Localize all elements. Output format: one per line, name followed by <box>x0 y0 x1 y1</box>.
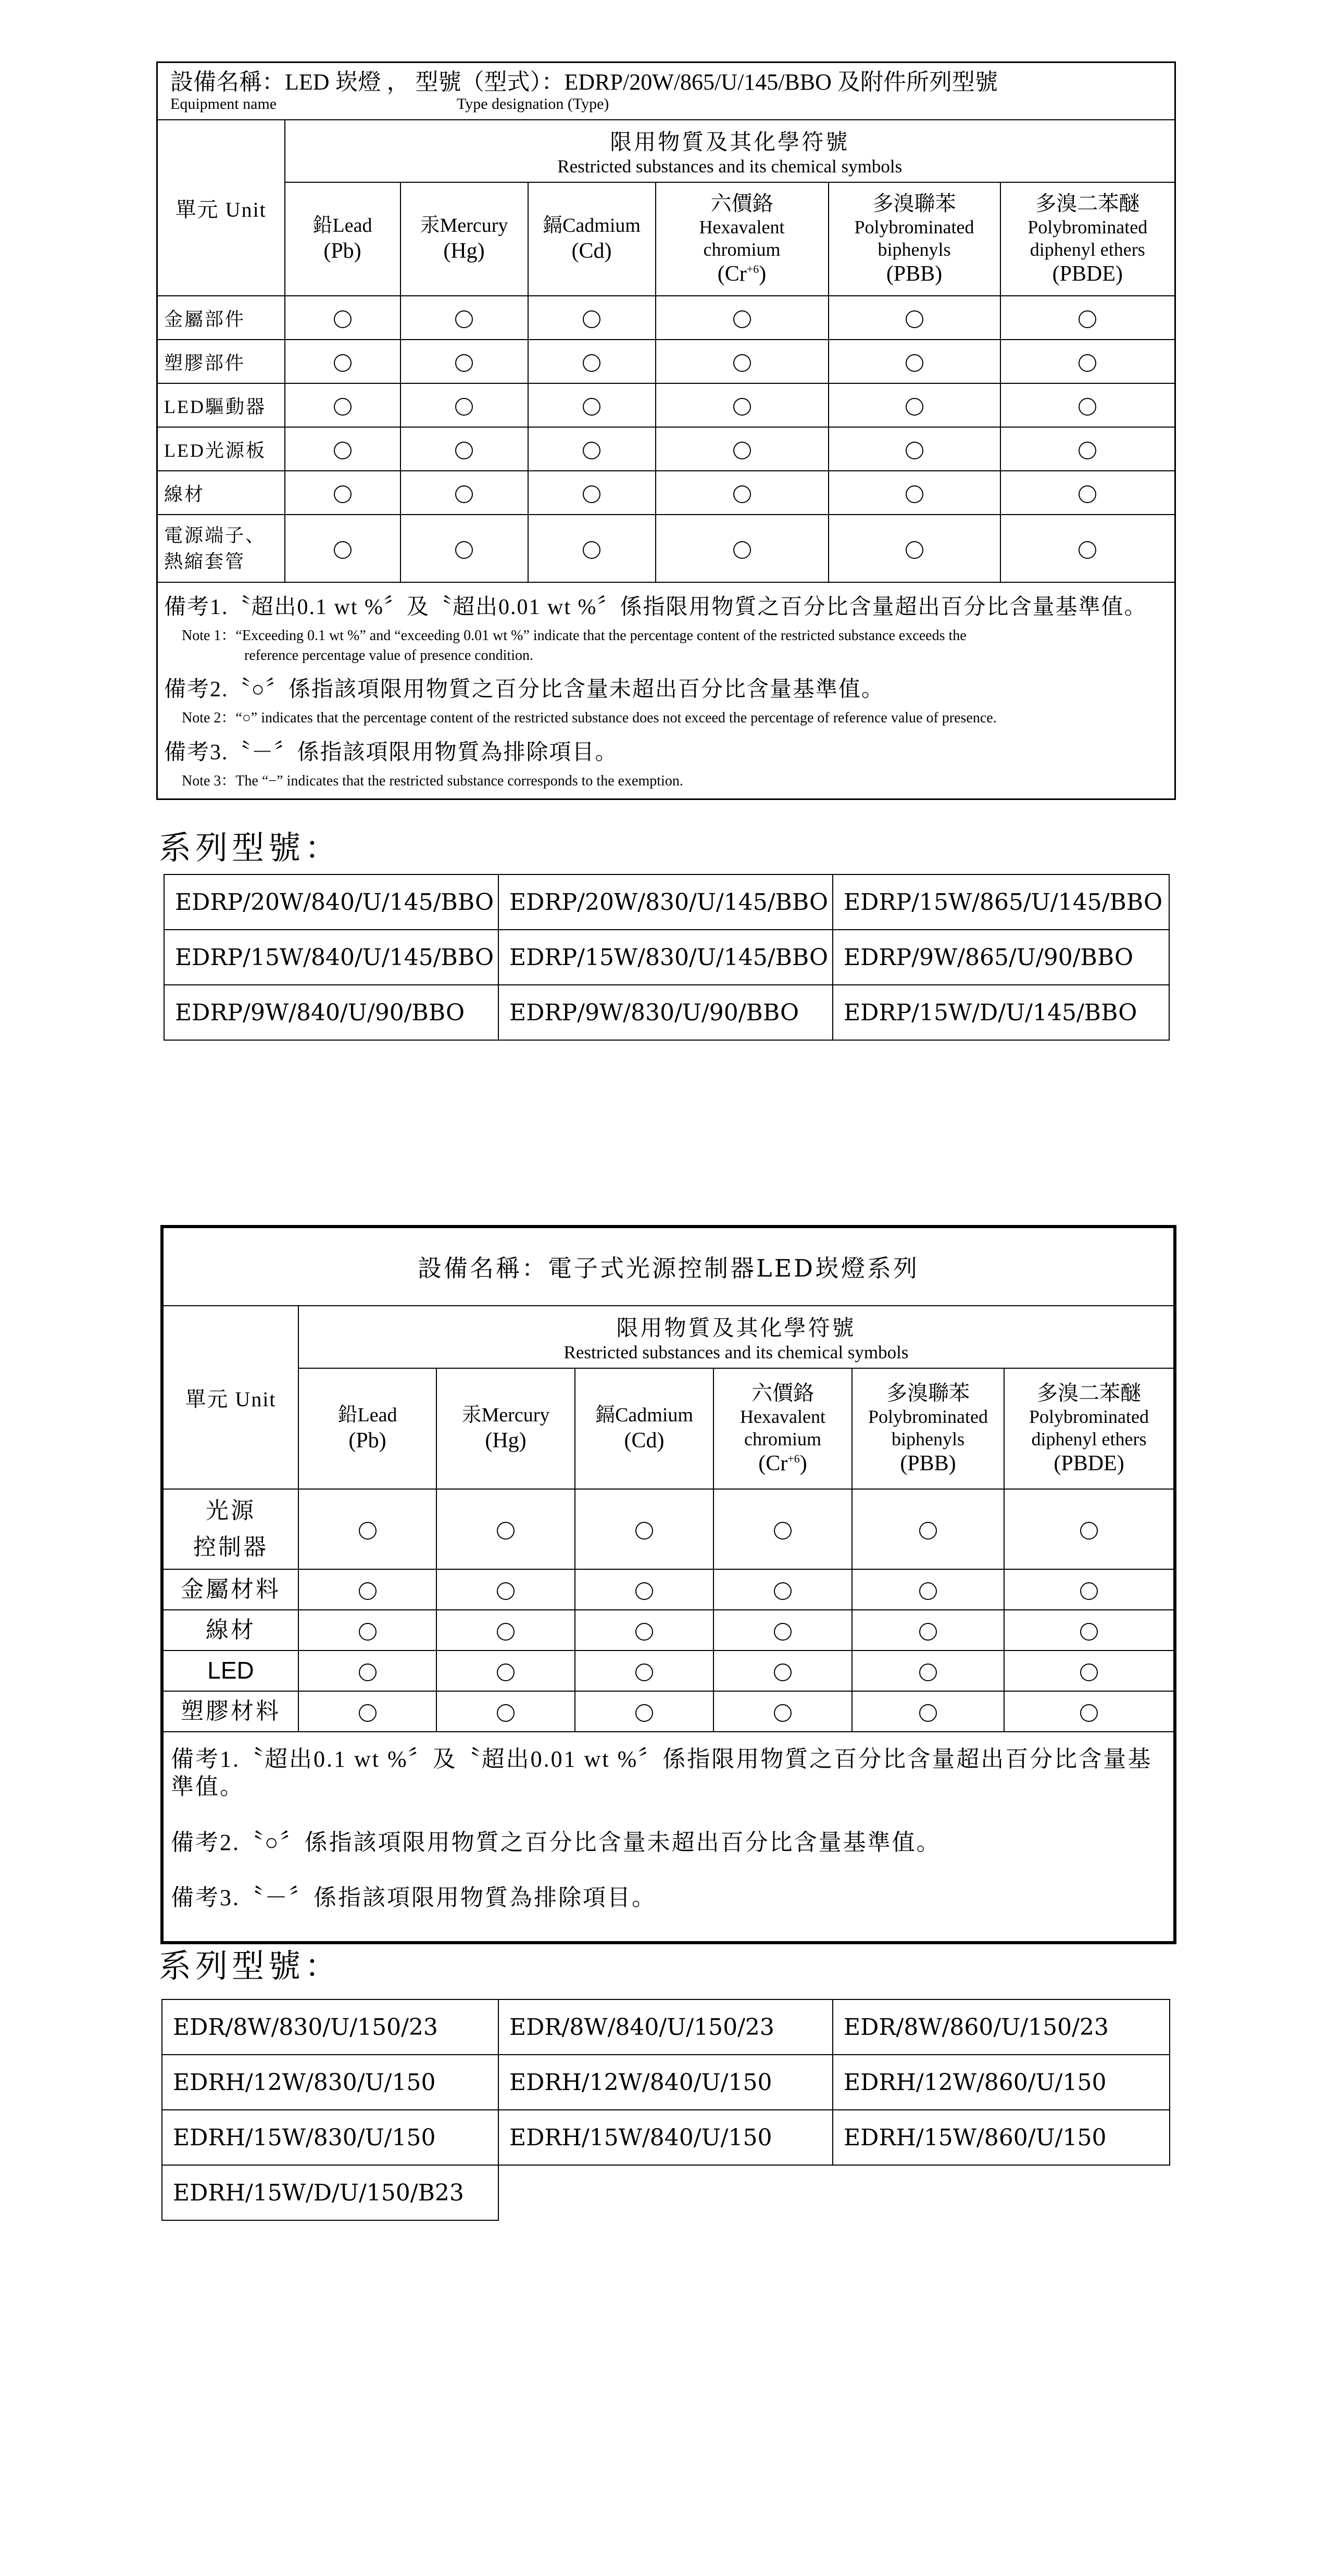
circle-mark <box>635 1623 653 1641</box>
note-1-zh: 備考1.〝超出0.1 wt %〞及〝超出0.01 wt %〞係指限用物質之百分比含量超出百分比含量基準值。 <box>164 595 1147 619</box>
series-heading-2: 系列型號： <box>159 1947 342 1985</box>
circle-mark <box>635 1522 653 1540</box>
circle-mark <box>774 1623 792 1641</box>
circle-mark <box>906 442 923 459</box>
table-row: 線材 <box>162 1610 1175 1650</box>
circle-mark <box>733 541 751 559</box>
circle-mark <box>774 1582 792 1600</box>
circle-mark <box>733 354 751 372</box>
substance-mercury: 汞Mercury (Hg) <box>436 1368 575 1489</box>
circle-mark <box>733 442 751 459</box>
circle-mark <box>635 1664 653 1681</box>
note-1: 備考1.〝超出0.1 wt %〞及〝超出0.01 wt %〞係指限用物質之百分比含量超出百分比含量基準值。 <box>171 1746 1152 1799</box>
circle-mark <box>733 310 751 328</box>
circle-mark <box>635 1704 653 1722</box>
circle-mark <box>359 1582 377 1600</box>
circle-mark <box>583 310 600 328</box>
circle-mark <box>774 1522 792 1540</box>
note-2: 備考2.〝○〞係指該項限用物質之百分比含量未超出百分比含量基準值。 <box>171 1829 941 1855</box>
circle-mark <box>919 1623 937 1641</box>
circle-mark <box>635 1582 653 1600</box>
circle-mark <box>455 442 473 459</box>
table-row: EDRH/15W/D/U/150/B23 <box>162 2165 1170 2220</box>
type-designation-en: Type designation (Type) <box>457 95 609 112</box>
rohs-table-1 <box>156 61 1176 800</box>
substance-lead: 鉛Lead (Pb) <box>285 182 400 296</box>
substance-pbde: 多溴二苯醚 Polybrominated diphenyl ethers (PBDE) <box>1000 182 1175 296</box>
table-row: EDRH/12W/830/U/150 EDRH/12W/840/U/150 EDRH/12W/860/U/150 <box>162 2055 1170 2110</box>
table-row: EDRP/20W/840/U/145/BBO EDRP/20W/830/U/145/BBO EDRP/15W/865/U/145/BBO <box>164 874 1169 930</box>
table-row: LED光源板 <box>157 427 1175 471</box>
substance-pbde: 多溴二苯醚 Polybrominated diphenyl ethers (PBDE) <box>1004 1368 1175 1489</box>
restricted-substances-header: 限用物質及其化學符號 Restricted substances and its chemical symbols <box>285 120 1175 182</box>
notes-section <box>157 582 1175 799</box>
circle-mark <box>455 354 473 372</box>
rohs-table-2 <box>160 1225 1176 1944</box>
circle-mark <box>583 398 600 416</box>
circle-mark <box>906 485 923 503</box>
circle-mark <box>583 541 600 559</box>
equipment-name-en: Equipment name <box>170 95 277 112</box>
circle-mark <box>334 442 352 459</box>
circle-mark <box>1079 541 1096 559</box>
circle-mark <box>906 354 923 372</box>
circle-mark <box>774 1664 792 1681</box>
circle-mark <box>774 1704 792 1722</box>
note-3-zh: 備考3.〝－〞係指該項限用物質為排除項目。 <box>164 740 618 765</box>
table-row: EDR/8W/830/U/150/23 EDR/8W/840/U/150/23 EDR/8W/860/U/150/23 <box>162 1999 1170 2055</box>
note-2-en: Note 2：“○” indicates that the percentage content of the restricted substance does not exceed the percentage of reference value of presence. <box>182 710 997 727</box>
circle-mark <box>1079 310 1096 328</box>
substance-mercury: 汞Mercury (Hg) <box>400 182 528 296</box>
note-2-zh: 備考2.〝○〞係指該項限用物質之百分比含量未超出百分比含量基準值。 <box>164 678 884 702</box>
circle-mark <box>497 1623 515 1641</box>
note-3: 備考3.〝－〞係指該項限用物質為排除項目。 <box>171 1885 656 1911</box>
circle-mark <box>1079 442 1096 459</box>
circle-mark <box>359 1664 377 1681</box>
circle-mark <box>455 541 473 559</box>
circle-mark <box>906 310 923 328</box>
restricted-substances-header: 限用物質及其化學符號 Restricted substances and its chemical symbols <box>298 1306 1175 1368</box>
circle-mark <box>1080 1704 1098 1722</box>
circle-mark <box>1080 1623 1098 1641</box>
table-row: 電源端子、 熱縮套管 <box>157 515 1175 582</box>
circle-mark <box>497 1522 515 1540</box>
equipment-title-zh: 設備名稱：LED 崁燈 ， 型號（型式）：EDRP/20W/865/U/145/BBO 及附件所列型號 <box>170 69 998 95</box>
substance-pbb: 多溴聯苯 Polybrominated biphenyls (PBB) <box>852 1368 1004 1489</box>
table-row: 線材 <box>157 471 1175 515</box>
circle-mark <box>334 354 352 372</box>
circle-mark <box>497 1664 515 1681</box>
circle-mark <box>906 541 923 559</box>
circle-mark <box>733 398 751 416</box>
circle-mark <box>1080 1522 1098 1540</box>
circle-mark <box>359 1623 377 1641</box>
circle-mark <box>919 1664 937 1681</box>
circle-mark <box>455 310 473 328</box>
substance-cadmium: 鎘Cadmium (Cd) <box>575 1368 713 1489</box>
table-row: 塑膠部件 <box>157 340 1175 383</box>
series-heading-1: 系列型號： <box>159 829 342 867</box>
table-row: EDRP/15W/840/U/145/BBO EDRP/15W/830/U/145/BBO EDRP/9W/865/U/90/BBO <box>164 930 1169 985</box>
circle-mark <box>334 310 352 328</box>
substance-cadmium: 鎘Cadmium (Cd) <box>528 182 656 296</box>
circle-mark <box>919 1582 937 1600</box>
circle-mark <box>497 1582 515 1600</box>
substance-chromium: 六價鉻 Hexavalent chromium $(Cr^{+6})$ <box>656 182 829 296</box>
circle-mark <box>1080 1582 1098 1600</box>
table-row: EDRP/9W/840/U/90/BBO EDRP/9W/830/U/90/BBO EDRP/15W/D/U/145/BBO <box>164 985 1169 1040</box>
table-row: LED <box>162 1650 1175 1691</box>
model-table-2 <box>161 1999 1170 2221</box>
substance-pbb: 多溴聯苯 Polybrominated biphenyls (PBB) <box>829 182 1000 296</box>
table-row: 金屬部件 <box>157 296 1175 340</box>
notes-section-2 <box>162 1732 1175 1943</box>
note-1-en: Note 1：“Exceeding 0.1 wt %” and “exceeding 0.01 wt %” indicate that the percentage content of the restricted substance exceeds the reference percentage value of presence condition. <box>182 627 967 664</box>
unit-header: 單元 Unit <box>157 120 285 296</box>
substance-chromium: 六價鉻 Hexavalent chromium $(Cr^{+6})$ <box>713 1368 852 1489</box>
circle-mark <box>1080 1664 1098 1681</box>
circle-mark <box>733 485 751 503</box>
circle-mark <box>334 541 352 559</box>
circle-mark <box>919 1522 937 1540</box>
table-row: 金屬材料 <box>162 1569 1175 1610</box>
circle-mark <box>1079 354 1096 372</box>
table-row: 塑膠材料 <box>162 1691 1175 1732</box>
equipment-title <box>157 62 1175 120</box>
circle-mark <box>497 1704 515 1722</box>
table-row: EDRH/15W/830/U/150 EDRH/15W/840/U/150 EDRH/15W/860/U/150 <box>162 2110 1170 2165</box>
circle-mark <box>1079 398 1096 416</box>
circle-mark <box>455 398 473 416</box>
note-3-en: Note 3：The “−” indicates that the restricted substance corresponds to the exemption. <box>182 772 683 789</box>
circle-mark <box>906 398 923 416</box>
equipment-title-2: 設備名稱：電子式光源控制器LED崁燈系列 <box>162 1227 1175 1306</box>
table-row: LED驅動器 <box>157 383 1175 427</box>
circle-mark <box>583 442 600 459</box>
substance-lead: 鉛Lead (Pb) <box>298 1368 436 1489</box>
circle-mark <box>1079 485 1096 503</box>
unit-header: 單元 Unit <box>162 1306 298 1489</box>
circle-mark <box>334 398 352 416</box>
table-row: 光源 控制器 <box>162 1489 1175 1569</box>
circle-mark <box>919 1704 937 1722</box>
circle-mark <box>359 1522 377 1540</box>
model-table-1 <box>164 874 1170 1041</box>
circle-mark <box>455 485 473 503</box>
circle-mark <box>359 1704 377 1722</box>
circle-mark <box>334 485 352 503</box>
circle-mark <box>583 485 600 503</box>
circle-mark <box>583 354 600 372</box>
